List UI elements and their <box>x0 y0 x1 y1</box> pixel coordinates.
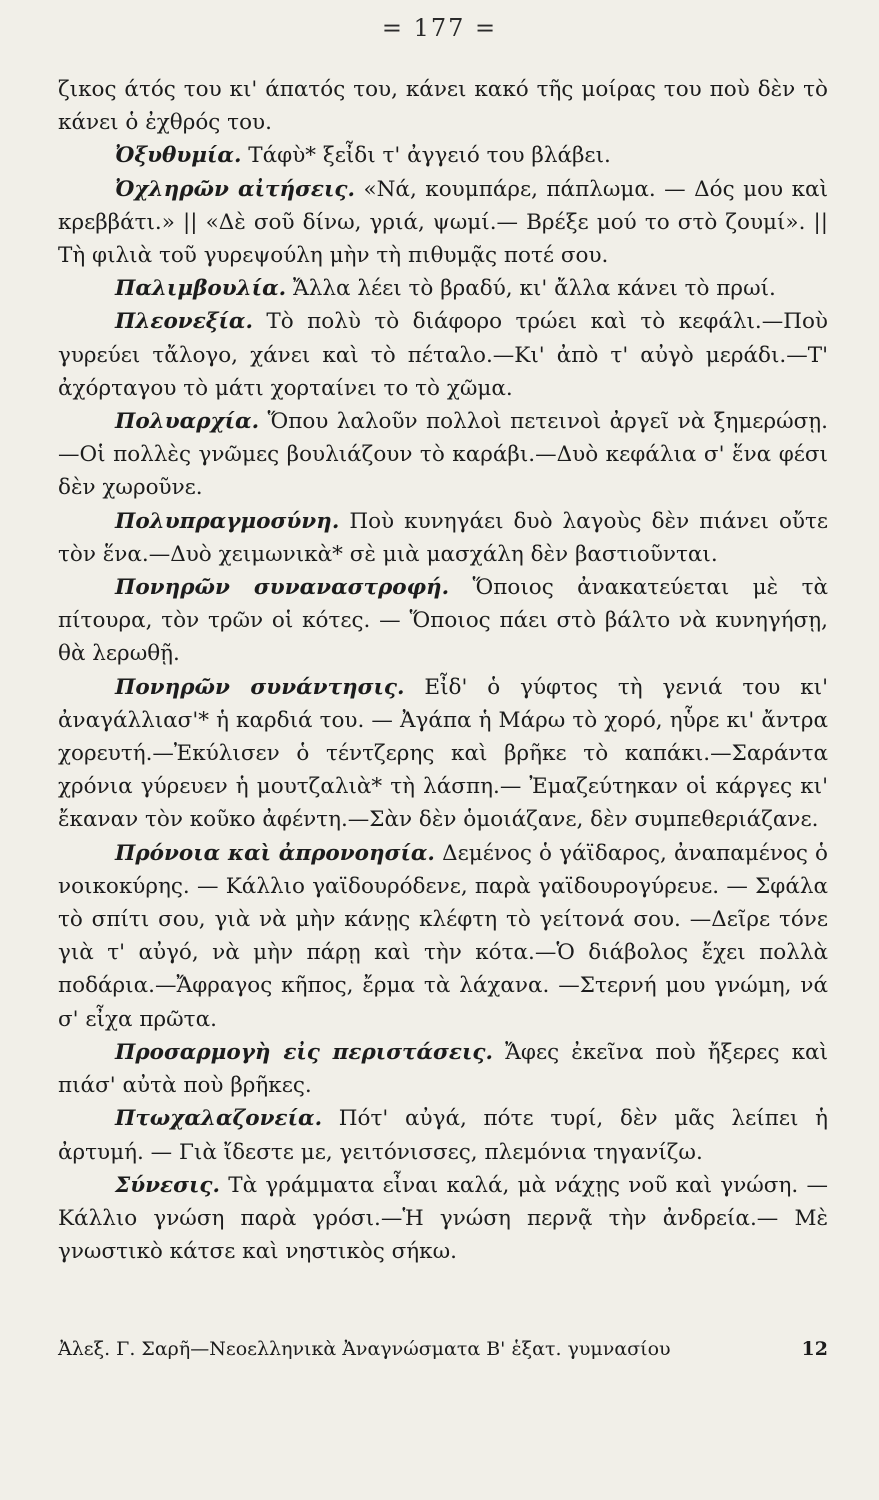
entry-heading: Πλεονεξία. <box>115 309 253 335</box>
entry-heading: Πτωχαλαζονεία. <box>115 1106 323 1132</box>
entry-heading: Πρόνοια καὶ ἀπρονοησία. <box>115 840 435 866</box>
paragraph-text: ζικος άτός του κι' άπατός του, κάνει κακό τῆς μοίρας του ποὺ δὲν τὸ κάνει ὁ ἐχθρός του. <box>58 77 828 136</box>
paragraph-text: «Νά, κουμπάρε, πάπλωμα. — Δός μου καὶ κρεββάτι.» || «Δὲ σοῦ δίνω, γριά, ψωμί.— Βρέξε μού το στὸ ζουμί». || Τὴ φιλιὰ τοῦ γυρεψούλη μὴν τὴ πιθυμᾷς ποτέ σου. <box>58 176 828 269</box>
body-text <box>58 73 828 1268</box>
paragraph-text: Ἄλλα λέει τὸ βραδύ, κι' ἄλλα κάνει τὸ πρωί. <box>292 276 776 302</box>
paragraph-text: Ποὺ κυνηγάει δυὸ λαγοὺς δὲν πιάνει οὔτε τὸν ἕνα.—Δυὸ χειμωνικὰ* σὲ μιὰ μασχάλη δὲν βαστιοῦνται. <box>58 508 828 567</box>
entry-heading: Πονηρῶν συναναστροφή. <box>115 575 450 601</box>
paragraph <box>58 671 828 837</box>
paragraph-text: Ὅποιος ἀνακατεύεται μὲ τὰ πίτουρα, τὸν τρῶν οἱ κότες. — Ὅποιος πάει στὸ βάλτο νὰ κυνηγήσῃ, θὰ λερωθῇ. <box>58 575 828 667</box>
entry-heading: Πολυπραγμοσύνη. <box>115 508 340 534</box>
paragraph <box>58 1036 828 1102</box>
paragraph-text: Ἄφες ἐκεῖνα ποὺ ἤξερες καὶ πιάσ' αὐτὰ ποὺ βρῆκες. <box>58 1039 828 1099</box>
paragraph <box>58 139 828 172</box>
paragraph <box>58 305 828 405</box>
paragraph-text: Εἶδ' ὁ γύφτος τὴ γενιά του κι' ἀναγάλλιασ'* ἡ καρδιά του. — Ἀγάπα ἡ Μάρω τὸ χορό, ηὗρε κι' ἄντρα χορευτή.—Ἐκύλισεν ὁ τέντζερης καὶ βρῆκε τὸ καπάκι.—Σαράντα χρόνια γύρευεν ἡ μουτζαλιὰ* τὴ λάσπη.— Ἐμαζεύτηκαν οἱ κάργες κι' ἔκαναν τὸν κοῦκο ἀφέντη.—Σὰν δὲν ὁμοιάζανε, δὲν συμπεθεριάζανε. <box>58 674 828 833</box>
entry-heading: Πολυαρχία. <box>115 409 260 435</box>
entry-heading: Ὀχληρῶν αἰτήσεις. <box>115 176 355 202</box>
paragraph <box>58 1102 828 1168</box>
page-number: = 177 = <box>381 14 498 42</box>
signature-mark: 12 <box>801 1338 828 1360</box>
paragraph <box>58 272 828 305</box>
paragraph <box>58 405 828 505</box>
page-footer <box>58 1334 828 1364</box>
paragraph-text: Τὰ γράμματα εἶναι καλά, μὰ νάχῃς νοῦ καὶ γνώση. —Κάλλιο γνώση παρὰ γρόσι.—Ἡ γνώση περνᾷ τὴν ἀνδρεία.— Μὲ γνωστικὸ κάτσε καὶ νηστικὸς σήκω. <box>58 1172 828 1265</box>
paragraph-text: Δεμένος ὁ γάϊδαρος, ἀναπαμένος ὁ νοικοκύρης. — Κάλλιο γαϊδουρόδενε, παρὰ γαϊδουρογύρευε. — Σφάλα τὸ σπίτι σου, γιὰ νὰ μὴν κάνῃς κλέφτη τὸ γείτονά σου. —Δεῖρε τόνε γιὰ τ' αὐγό, νὰ μὴν πάρῃ καὶ τὴν κότα.—Ὁ διάβολος ἔχει πολλὰ ποδάρια.—Ἄφραγος κῆπος, ἔρμα τὰ λάχανα. —Στερνή μου γνώμη, νά σ' εἶχα πρῶτα. <box>58 840 828 1032</box>
paragraph <box>58 837 828 1036</box>
source-citation: Ἀλεξ. Γ. Σαρῆ—Νεοελληνικὰ Ἀναγνώσματα Β' ἑξατ. γυμνασίου <box>58 1338 671 1360</box>
entry-heading: Πονηρῶν συνάντησις. <box>115 674 405 700</box>
entry-heading: Προσαρμογὴ εἰς περιστάσεις. <box>115 1039 493 1065</box>
entry-heading: Ὀξυθυμία. <box>115 143 242 169</box>
paragraph <box>58 73 828 139</box>
paragraph-text: Τὸ πολὺ τὸ διάφορο τρώει καὶ τὸ κεφάλι.—Ποὺ γυρεύει τἄλογο, χάνει καὶ τὸ πέταλο.—Κι' ἀπὸ τ' αὐγὸ μεράδι.—Τ' ἀχόρταγου τὸ μάτι χορταίνει το τὸ χῶμα. <box>58 309 828 401</box>
entry-heading: Σύνεσις. <box>115 1172 220 1198</box>
paragraph <box>58 173 828 273</box>
paragraph <box>58 1169 828 1269</box>
paragraph-text: Πότ' αὐγά, πότε τυρί, δὲν μᾶς λείπει ἡ ἀρτυμή. — Γιὰ ἴδεστε με, γειτόνισσες, πλεμόνια τηγανίζω. <box>58 1106 828 1165</box>
paragraph <box>58 571 828 671</box>
paragraph <box>58 505 828 571</box>
entry-heading: Παλιμβουλία. <box>115 276 287 302</box>
paragraph-text: Τάφὺ* ξεἶδι τ' ἀγγειό του βλάβει. <box>248 143 611 169</box>
paragraph-text: Ὅπου λαλοῦν πολλοὶ πετεινοὶ ἀργεῖ νὰ ξημερώσῃ.—Οἱ πολλὲς γνῶμες βουλιάζουν τὸ καράβι.—Δυὸ κεφάλια σ' ἕνα φέσι δὲν χωροῦνε. <box>58 409 829 501</box>
